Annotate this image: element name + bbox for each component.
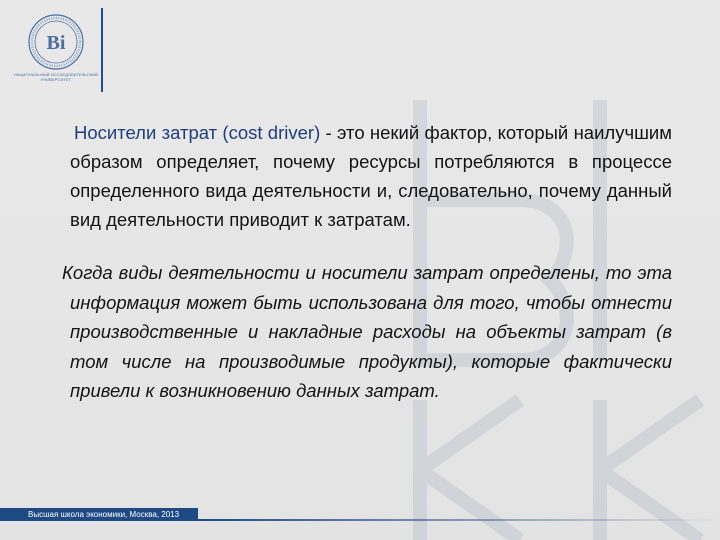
application-paragraph: Когда виды деятельности и носители затрат определены, то эта информация может быть использована для того, чтобы отнести производственные и накладные расходы на объекты затрат (в том числе на производимые продукты), которые фактически привели к возникновению данных затрат.	[62, 262, 672, 401]
definition-text: - это некий фактор, который наилучшим образом определяет, почему ресурсы потребляются в процессе определенного вида деятельности и, следовательно, почему данный вид деятельности приводит к затратам.	[70, 122, 672, 230]
footer-text: Высшая школа экономики, Москва, 2013	[28, 510, 180, 519]
footer-line	[198, 519, 720, 521]
header-divider	[101, 8, 103, 92]
definition-paragraph	[70, 118, 672, 234]
main-content	[62, 118, 672, 406]
logo-caption: НАЦИОНАЛЬНЫЙ ИССЛЕДОВАТЕЛЬСКИЙ УНИВЕРСИТЕТ	[13, 72, 99, 82]
definition-term: Носители затрат (cost driver)	[74, 122, 321, 143]
svg-text:Ві: Ві	[46, 32, 66, 54]
